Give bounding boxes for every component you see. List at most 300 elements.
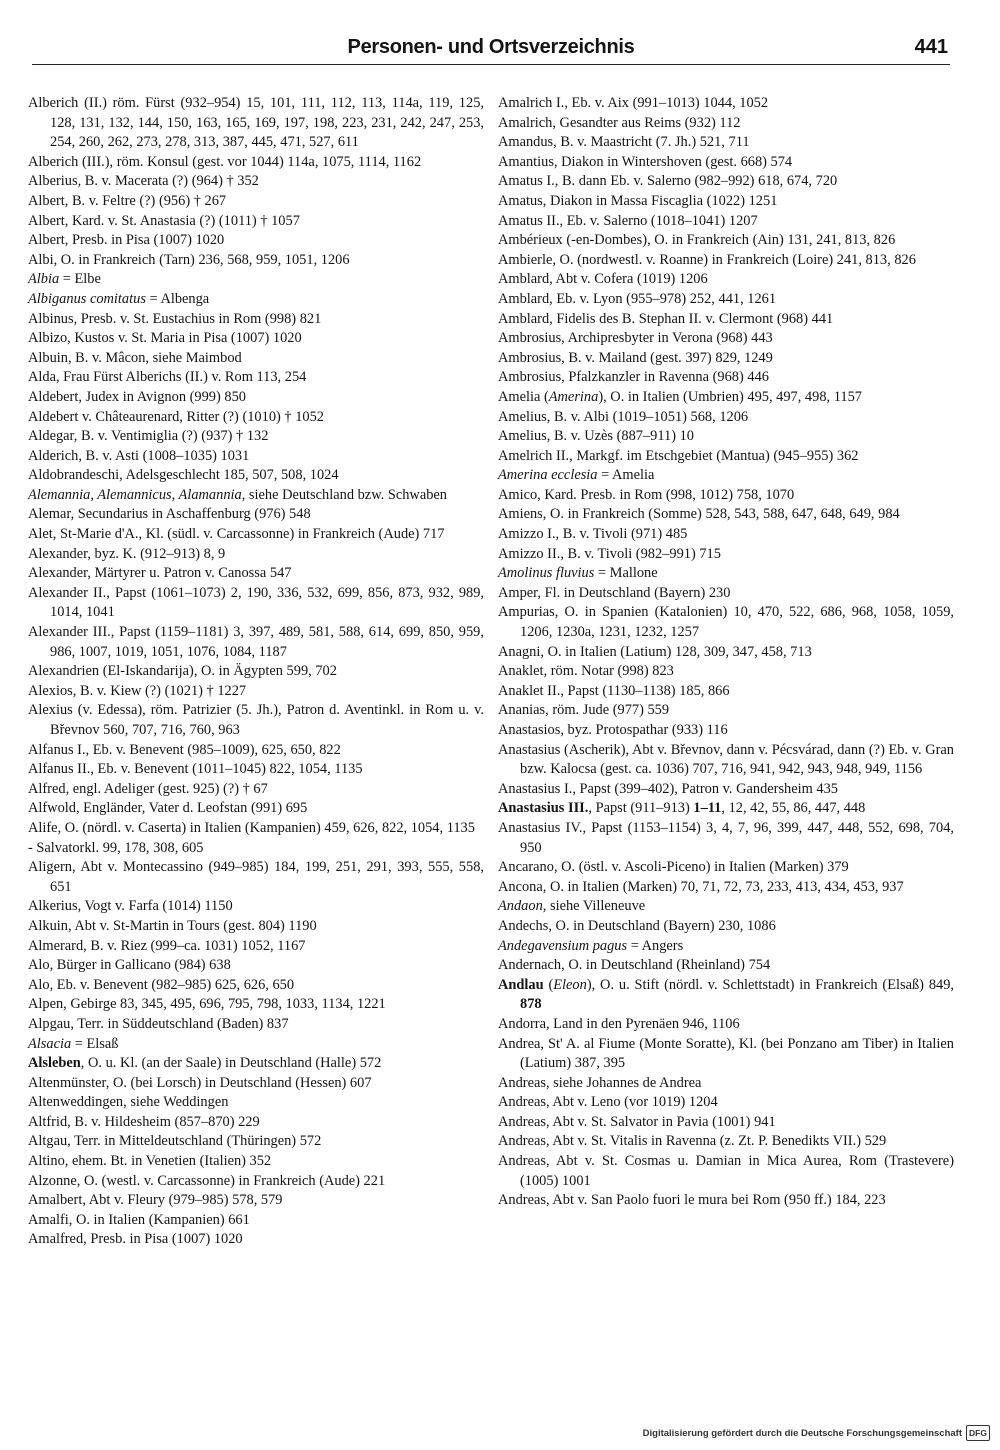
entry-lemma: Ancona [498, 878, 543, 895]
index-entry [498, 662, 954, 682]
index-entry [28, 192, 484, 212]
entry-details: , B. v. Kiew (?) (1021) † 1227 [72, 682, 247, 699]
entry-details: , B. v. Albi (1019–1051) 568, 1206 [546, 408, 749, 425]
entry-lemma: Altino [28, 1153, 65, 1170]
index-entry [28, 290, 484, 310]
entry-details: , Abt v. Leno (vor 1019) 1204 [545, 1094, 718, 1111]
index-entry [28, 760, 484, 780]
entry-details: , Engländer, Vater d. Leofstan (991) 695 [75, 800, 308, 817]
index-entry [28, 780, 484, 800]
entry-lemma: Alife [28, 819, 58, 836]
entry-lemma: Alfwold [28, 800, 76, 817]
entry-lemma: Alet [28, 526, 53, 543]
entry-lemma: Alberich (III.) [28, 153, 110, 170]
index-entry [28, 212, 484, 232]
entry-details: (Ascherik), Abt v. Břevnov, dann v. Pécsvárad, dann (?) Eb. v. Gran bzw. Kalocsa (gest. ca. 1036) 707, 716, 941, 942, 943, 948, 949, 1156 [520, 741, 954, 778]
entry-details: , röm. Konsul (gest. vor 1044) 114a, 1075, 1114, 1162 [109, 153, 422, 170]
entry-details: , Eb. v. Benevent (982–985) 625, 626, 650 [49, 976, 295, 993]
index-entry [28, 1015, 484, 1035]
index-entry [498, 329, 954, 349]
entry-lemma: Ampurias [498, 604, 555, 621]
entry-lemma: Alexander [28, 565, 88, 582]
entry-lemma: Amalrich [498, 114, 553, 131]
index-entry [28, 447, 484, 467]
index-entry [28, 1074, 484, 1094]
entry-details: , Eb. v. Benevent (985–1009), 625, 650, 822 [85, 741, 341, 758]
entry-lemma: Amblard [498, 271, 550, 288]
entry-details: , Gebirge 83, 345, 495, 696, 795, 798, 1033, 1134, 1221 [63, 996, 386, 1013]
entry-details: , Adelsgeschlecht 185, 507, 508, 1024 [119, 467, 339, 484]
entry-lemma: Anastasius III. [498, 800, 589, 817]
dfg-logo: DFG [966, 1425, 990, 1441]
entry-details: , B. v. Asti (1008–1035) 1031 [78, 447, 250, 464]
entry-details: , B. v. Uzès (887–911) 10 [546, 428, 694, 445]
entry-details: , Papst (399–402), Patron v. Gandersheim 435 [572, 780, 839, 797]
entry-details: , B. v. Riez (999–ca. 1031) 1052, 1167 [83, 937, 306, 954]
index-entry [28, 956, 484, 976]
entry-details: , Frau Fürst Alberichs (II.) v. Rom 113, 254 [55, 369, 307, 386]
entry-lemma: Ambierle [498, 251, 553, 268]
entry-lemma: Andorra [498, 1015, 546, 1032]
entry-lemma: Alexius [28, 702, 73, 719]
entry-details: , O. (nördl. v. Caserta) in Italien (Kampanien) 459, 626, 822, 1054, 1135 [57, 819, 475, 836]
entry-lemma: Amatus II. [498, 212, 560, 229]
index-entry [498, 133, 954, 153]
entry-lemma: Albert [28, 232, 65, 249]
entry-lemma: Alzonne [28, 1172, 77, 1189]
entry-lemma: Alpen [28, 996, 64, 1013]
entry-lemma: Ancarano [498, 859, 554, 876]
index-entry [28, 310, 484, 330]
index-entry [498, 447, 954, 467]
index-entry [28, 251, 484, 271]
funding-credit: Digitalisierung gefördert durch die Deutsche Forschungsgemeinschaft [642, 1427, 962, 1439]
entry-lemma: Alexander III. [28, 624, 111, 641]
entry-lemma: Alberich (II.) [28, 95, 107, 111]
index-entry [28, 368, 484, 388]
entry-details: , Eb. v. Benevent (1011–1045) 822, 1054, 1135 [90, 761, 363, 778]
entry-lemma: Amatus [498, 192, 543, 209]
entry-details: , O. in Frankreich (Somme) 528, 543, 588, 647, 648, 649, 984 [542, 506, 900, 523]
entry-details: , B. v. Tivoli (982–991) 715 [560, 545, 721, 562]
entry-lemma: Albert [28, 212, 65, 229]
entry-details: , Kard. Presb. in Rom (998, 1012) 758, 1070 [537, 486, 795, 503]
entry-details: , Abt v. St. Salvator in Pavia (1001) 941 [545, 1113, 776, 1130]
entry-details: , Presb. v. St. Eustachius in Rom (998) 821 [73, 310, 322, 327]
index-entry [498, 1113, 954, 1133]
index-entry [498, 1093, 954, 1113]
index-entry [28, 995, 484, 1015]
entry-lemma: Amandus [498, 134, 554, 151]
index-entry [498, 427, 954, 447]
index-entry [28, 701, 484, 740]
index-entry [28, 682, 484, 702]
entry-details: , B. v. Ventimiglia (?) (937) † 132 [73, 428, 269, 445]
entry-lemma: Albi [28, 251, 54, 268]
index-entry [498, 153, 954, 173]
entry-lemma: Amolinus fluvius [498, 565, 595, 582]
entry-details: , Archipresbyter in Verona (968) 443 [561, 330, 773, 347]
entry-lemma: Aligern [28, 859, 72, 876]
entry-details: , Abt v. St. Cosmas u. Damian in Mica Aurea, Rom (Trastevere) (1005) 1001 [520, 1153, 954, 1189]
entry-lemma: Altenweddingen [28, 1094, 124, 1111]
index-entry [498, 1015, 954, 1035]
entry-details: , Abt v. Montecassino (949–985) 184, 199, 251, 291, 393, 555, 558, 651 [50, 859, 484, 895]
entry-lemma: Anastasius IV. [498, 819, 583, 836]
index-entry [498, 799, 954, 819]
entry-lemma: Albizo [28, 330, 68, 347]
index-entry [498, 486, 954, 506]
entry-details: , O. (östl. v. Ascoli-Piceno) in Italien (Marken) 379 [553, 859, 849, 876]
entry-details: , St-Marie d'A., Kl. (südl. v. Carcassonne) in Frankreich (Aude) 717 [52, 526, 445, 543]
index-entry [498, 682, 954, 702]
entry-details: , O. (nordwestl. v. Roanne) in Frankreich (Loire) 241, 813, 826 [552, 251, 916, 268]
index-entry [498, 937, 954, 957]
entry-lemma: Altenmünster [28, 1074, 106, 1091]
index-entry [28, 1054, 484, 1074]
index-entry [498, 1191, 954, 1211]
entry-lemma: Anagni [498, 643, 541, 660]
index-entry [498, 231, 954, 251]
index-entry [28, 525, 484, 545]
entry-details: , O. in Spanien (Katalonien) 10, 470, 522, 686, 968, 1058, 1059, 1206, 1230a, 1231, 1232, 1257 [520, 604, 954, 641]
entry-lemma: Andreas [498, 1074, 546, 1091]
index-entry [498, 349, 954, 369]
entry-details: , Abt v. St. Vitalis in Ravenna (z. Zt. P. Benedikts VII.) 529 [545, 1133, 887, 1150]
right-column [498, 94, 954, 1211]
index-entry [28, 1035, 484, 1055]
entry-lemma: Andaon [498, 898, 543, 915]
index-entry [498, 466, 954, 486]
index-entry [28, 408, 484, 428]
entry-details: , Kustos v. St. Maria in Pisa (1007) 1020 [67, 330, 302, 347]
entry-lemma: Alderich [28, 447, 79, 464]
index-entry [498, 741, 954, 780]
entry-details: , O. in Italien (Kampanien) 661 [68, 1211, 250, 1228]
entry-details: , Presb. in Pisa (1007) 1020 [83, 1231, 243, 1248]
entry-lemma: Albinus [28, 310, 74, 327]
index-entry [498, 1132, 954, 1152]
entry-details: , Abt v. Cofera (1019) 1206 [549, 271, 708, 288]
entry-lemma: Alfred [28, 780, 66, 797]
entry-details: = Elsaß [71, 1035, 119, 1052]
index-entry [498, 545, 954, 565]
entry-details: , B. v. Maastricht (7. Jh.) 521, 711 [553, 134, 750, 151]
entry-lemma: Anastasius [498, 741, 561, 758]
index-entry [498, 525, 954, 545]
index-entry [28, 1093, 484, 1113]
entry-details: , Abt v. Fleury (979–985) 578, 579 [82, 1192, 283, 1209]
index-entry [498, 878, 954, 898]
entry-details: , Diakon in Massa Fiscaglia (1022) 1251 [542, 192, 778, 209]
entry-lemma: Alo [28, 957, 50, 974]
entry-details: , Judex in Avignon (999) 850 [78, 388, 246, 405]
entry-lemma: Andlau [498, 976, 544, 993]
entry-details: , Vogt v. Farfa (1014) 1150 [77, 898, 233, 915]
entry-lemma: Anaklet II. [498, 682, 561, 699]
entry-lemma: Alsacia [28, 1035, 72, 1052]
footer [643, 1425, 990, 1441]
entry-lemma: Anastasios [498, 722, 561, 738]
entry-details: = Mallone [594, 565, 658, 582]
entry-lemma: Aldobrandeschi [28, 467, 120, 484]
entry-lemma: Amalrich I. [498, 95, 565, 111]
entry-details: , byz. Protospathar (933) 116 [560, 722, 728, 738]
index-entry [28, 564, 484, 584]
index-entry [498, 1035, 954, 1074]
entry-lemma: Ambrosius [498, 369, 562, 386]
entry-details: , Fl. in Deutschland (Bayern) 230 [537, 584, 731, 601]
entry-details: , B. v. Mailand (gest. 397) 829, 1249 [561, 349, 773, 366]
entry-details: , B. v. Macerata (?) (964) † 352 [77, 173, 259, 190]
index-entry [498, 94, 954, 114]
entry-lemma: Ambrosius [498, 349, 562, 366]
index-entry [498, 1074, 954, 1094]
entry-lemma: Amizzo I. [498, 526, 556, 543]
index-entry [28, 1152, 484, 1172]
entry-details: , Eb. v. Aix (991–1013) 1044, 1052 [564, 95, 769, 111]
entry-details: v. Châteaurenard, Ritter (?) (1010) † 1052 [78, 408, 324, 425]
entry-lemma: Amelrich II. [498, 447, 570, 464]
entry-lemma: Amalbert [28, 1192, 83, 1209]
entry-details: , Papst (1061–1073) 2, 190, 336, 532, 699, 856, 873, 932, 989, 1014, 1041 [50, 584, 484, 621]
entry-details: = Angers [627, 937, 684, 954]
index-entry [28, 799, 484, 819]
index-entry [28, 1191, 484, 1211]
index-entry [498, 603, 954, 642]
index-entry [28, 917, 484, 937]
entry-lemma: Aldegar [28, 428, 74, 445]
index-entry [498, 270, 954, 290]
index-entry [28, 172, 484, 192]
index-entry [498, 408, 954, 428]
index-entry [498, 643, 954, 663]
entry-lemma: Altfrid [28, 1113, 68, 1130]
index-entry [498, 172, 954, 192]
index-entry [28, 1172, 484, 1192]
entry-lemma: Albia [28, 271, 60, 288]
entry-details: , Papst (1130–1138) 185, 866 [560, 682, 730, 699]
entry-lemma: Amalfi [28, 1211, 69, 1228]
entry-lemma: - Salvatorkl. [28, 839, 100, 856]
index-entry [498, 290, 954, 310]
entry-details: röm. Fürst (932–954) 15, 101, 111, 112, 113, 114a, 119, 125, 128, 131, 132, 144, 150, 163, 165, 169, 197, 198, 223, 231, 242, 247, 253, 254, 260, 262, 273, 278, 313, 387, 445, 471, 527, 611 [50, 95, 484, 151]
entry-details: , Abt v. St-Martin in Tours (gest. 804) 1190 [67, 917, 317, 934]
index-entry [28, 388, 484, 408]
entry-details: , B. v. Hildesheim (857–870) 229 [67, 1113, 260, 1130]
index-entry [28, 231, 484, 251]
entry-lemma: Alemar [28, 506, 71, 523]
entry-lemma: Anaklet [498, 663, 544, 680]
entry-details: , ehem. Bt. in Venetien (Italien) 352 [64, 1153, 272, 1170]
index-entry [498, 956, 954, 976]
index-entry [498, 721, 954, 741]
entry-lemma: Andernach [498, 957, 562, 974]
entry-lemma: Andechs [498, 917, 549, 934]
entry-lemma: Almerard [28, 937, 84, 954]
entry-lemma: Alo [28, 976, 50, 993]
index-entry [498, 388, 954, 408]
entry-details: , Markgf. im Etschgebiet (Mantua) (945–955) 362 [569, 447, 859, 464]
entry-details: , O. in Italien (Marken) 70, 71, 72, 73, 233, 413, 434, 453, 937 [542, 878, 904, 895]
index-entry [498, 251, 954, 271]
entry-details: , Papst (911–913) 1–11, 12, 42, 55, 86, 447, 448 [588, 800, 866, 817]
entry-details: (v. Edessa), röm. Patrizier (5. Jh.), Patron d. Aventinkl. in Rom u. v. Břevnov 560, 707, 716, 760, 963 [50, 702, 484, 738]
entry-lemma: Albuin [28, 349, 68, 366]
index-entry [28, 741, 484, 761]
index-entry [28, 976, 484, 996]
entry-details: , B. v. Mâcon, siehe Maimbod [67, 349, 242, 366]
entry-lemma: Amantius [498, 153, 554, 170]
index-entry [498, 564, 954, 584]
entry-details: , röm. Jude (977) 559 [545, 702, 670, 719]
entry-lemma: Alexander [28, 545, 88, 562]
page-header [32, 28, 950, 65]
entry-lemma: Alsleben [28, 1055, 81, 1072]
entry-lemma: Anastasius I. [498, 780, 573, 797]
index-entry [28, 819, 484, 839]
left-column [28, 94, 484, 1250]
entry-details: , Papst (1153–1154) 3, 4, 7, 96, 399, 447, 448, 552, 698, 704, 950 [520, 819, 954, 856]
page-title: Personen- und Ortsverzeichnis [347, 36, 635, 58]
index-entry [28, 505, 484, 525]
entry-details: , Fidelis des B. Stephan II. v. Clermont (968) 441 [549, 310, 834, 327]
entry-lemma: Ambérieux [498, 232, 563, 249]
entry-lemma: Alfanus I. [28, 741, 86, 758]
index-entry [28, 623, 484, 662]
entry-details: (Eleon), O. u. Stift (nördl. v. Schlettstadt) in Frankreich (Elsaß) 849, 878 [520, 976, 954, 1013]
entry-details: , O. u. Kl. (an der Saale) in Deutschland (Halle) 572 [80, 1055, 382, 1072]
index-entry [498, 584, 954, 604]
index-entry [28, 486, 484, 506]
entry-lemma: Andreas [498, 1153, 546, 1170]
entry-details: , Terr. in Süddeutschland (Baden) 837 [70, 1015, 289, 1032]
entry-lemma: Amico [498, 486, 538, 503]
index-entry [28, 349, 484, 369]
index-entry [498, 819, 954, 858]
entry-lemma: Alkerius [28, 898, 78, 915]
entry-lemma: Alemannia, Alemannicus, Alamannia [28, 486, 242, 503]
page-number: 441 [914, 36, 948, 58]
index-entry [28, 545, 484, 565]
entry-details: , siehe Weddingen [123, 1094, 229, 1111]
entry-lemma: Aldebert [28, 408, 79, 425]
entry-lemma: Amelius [498, 408, 547, 425]
entry-lemma: Aldebert [28, 388, 79, 405]
entry-lemma: Andegavensium pagus [498, 937, 628, 954]
index-entry [28, 466, 484, 486]
entry-details: , St' A. al Fiume (Monte Soratte), Kl. (bei Ponzano am Tiber) in Italien (Latium) 387, 395 [520, 1035, 954, 1072]
entry-details: , Papst (1159–1181) 3, 397, 489, 581, 588, 614, 699, 850, 959, 986, 1007, 1019, 1051, 1076, 1084, 1187 [50, 624, 484, 660]
entry-details: , Bürger in Gallicano (984) 638 [49, 957, 231, 974]
index-entry [28, 427, 484, 447]
entry-lemma: Alexandrien [28, 663, 100, 680]
entry-lemma: Amalfred [28, 1231, 84, 1248]
entry-lemma: Andreas [498, 1133, 546, 1150]
index-entry [498, 114, 954, 134]
index-entry [498, 976, 954, 1015]
entry-details: = Elbe [59, 271, 101, 288]
entry-lemma: Andreas [498, 1192, 546, 1209]
entry-details: , Terr. in Mitteldeutschland (Thüringen) 572 [67, 1133, 322, 1150]
entry-lemma: Altgau [28, 1133, 68, 1150]
index-entry [28, 662, 484, 682]
index-entry [28, 937, 484, 957]
entry-details: , Secundarius in Aschaffenburg (976) 548 [70, 506, 311, 523]
entry-lemma: Alexios [28, 682, 73, 699]
entry-details: , O. (bei Lorsch) in Deutschland (Hessen) 607 [105, 1074, 372, 1091]
entry-details: = Albenga [145, 290, 210, 307]
index-entry [28, 1211, 484, 1231]
index-entry [28, 1230, 484, 1250]
entry-lemma: Amblard [498, 290, 550, 307]
index-entry [498, 368, 954, 388]
entry-details: , siehe Johannes de Andrea [545, 1074, 702, 1091]
index-entry [498, 917, 954, 937]
entry-lemma: Amatus I. [498, 173, 555, 190]
entry-details: , O. in Deutschland (Rheinland) 754 [561, 957, 771, 974]
entry-details: , Pfalzkanzler in Ravenna (968) 446 [561, 369, 769, 386]
index-entry [498, 1152, 954, 1191]
entry-details: , röm. Notar (998) 823 [543, 663, 674, 680]
entry-lemma: Alberius [28, 173, 78, 190]
entry-lemma: Alfanus II. [28, 761, 91, 778]
entry-lemma: Alexander II. [28, 584, 107, 601]
entry-lemma: Andrea [498, 1035, 541, 1052]
entry-details: (Amerina), O. in Italien (Umbrien) 495, 497, 498, 1157 [540, 388, 862, 405]
index-entry [28, 1132, 484, 1152]
entry-lemma: Ananias [498, 702, 546, 719]
entry-details: , Land in den Pyrenäen 946, 1106 [545, 1015, 740, 1032]
entry-details: , siehe Villeneuve [542, 898, 646, 915]
entry-details: , O. in Frankreich (Tarn) 236, 568, 959, 1051, 1206 [53, 251, 350, 268]
entry-details: , O. in Italien (Latium) 128, 309, 347, 458, 713 [540, 643, 812, 660]
index-entry [498, 192, 954, 212]
entry-details: , Diakon in Wintershoven (gest. 668) 574 [553, 153, 793, 170]
entry-details: 99, 178, 308, 605 [99, 839, 204, 856]
entry-lemma: Andreas [498, 1094, 546, 1111]
index-entry [28, 839, 484, 859]
index-entry [28, 1113, 484, 1133]
entry-lemma: Amerina ecclesia [498, 467, 598, 484]
entry-lemma: Amblard [498, 310, 550, 327]
entry-details: , O. (westl. v. Carcassonne) in Frankreich (Aude) 221 [76, 1172, 386, 1189]
index-entry [28, 153, 484, 173]
entry-details: , Abt v. San Paolo fuori le mura bei Rom (950 ff.) 184, 223 [545, 1192, 886, 1209]
entry-lemma: Andreas [498, 1113, 546, 1130]
entry-details: , B. v. Feltre (?) (956) † 267 [64, 192, 227, 209]
index-entry [498, 701, 954, 721]
entry-lemma: Alpgau [28, 1015, 71, 1032]
index-entry [498, 310, 954, 330]
index-entry [28, 584, 484, 623]
entry-lemma: Amelia [498, 388, 541, 405]
entry-details: , B. v. Tivoli (971) 485 [555, 526, 688, 543]
entry-lemma: Albiganus comitatus [28, 290, 146, 307]
index-entry [498, 212, 954, 232]
entry-lemma: Alda [28, 369, 56, 386]
entry-details: , engl. Adeliger (gest. 925) (?) † 67 [65, 780, 268, 797]
entry-details: (-en-Dombes), O. in Frankreich (Ain) 131, 241, 813, 826 [562, 232, 896, 249]
entry-lemma: Amper [498, 584, 538, 601]
index-entry [28, 94, 484, 153]
entry-details: , Eb. v. Salerno (1018–1041) 1207 [559, 212, 758, 229]
index-entry [28, 897, 484, 917]
index-entry [28, 270, 484, 290]
entry-lemma: Amelius [498, 428, 547, 445]
entry-details: = Amelia [597, 467, 655, 484]
entry-lemma: Alkuin [28, 917, 68, 934]
